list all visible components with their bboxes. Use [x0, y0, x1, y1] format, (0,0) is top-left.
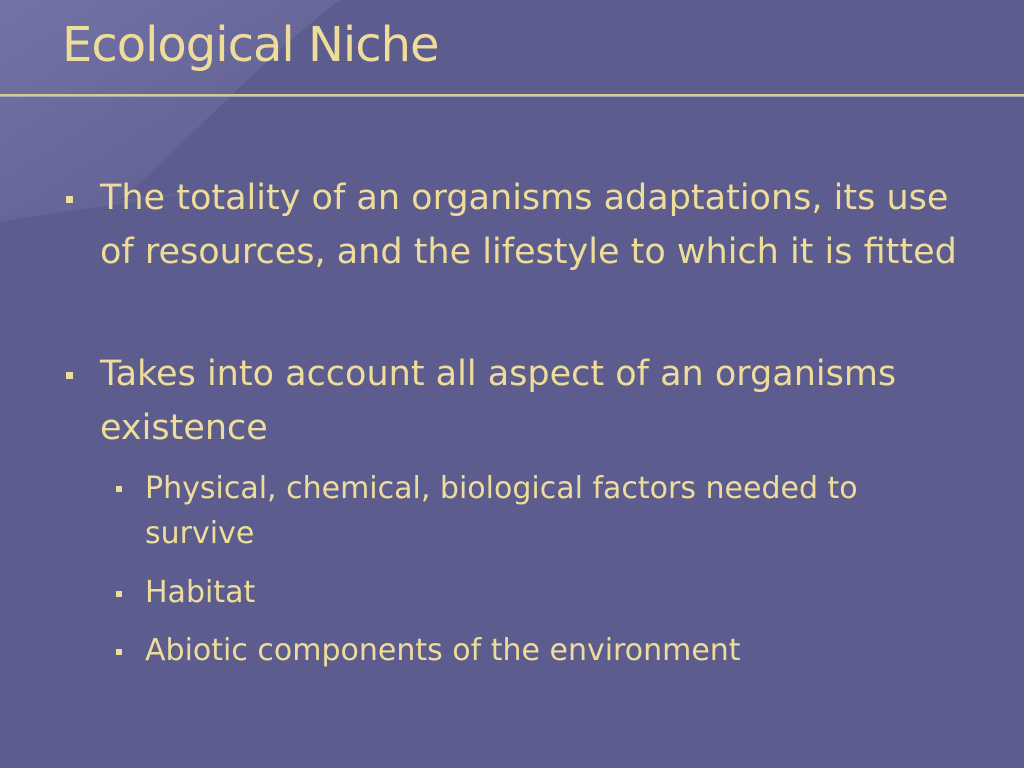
sub-bullet-item: Habitat — [145, 575, 256, 610]
sub-bullet-item: Physical, chemical, biological factors needed to survive — [145, 471, 858, 551]
square-bullet-icon — [116, 649, 122, 655]
title-divider — [0, 94, 1024, 100]
square-bullet-icon — [66, 372, 73, 379]
square-bullet-icon — [116, 486, 122, 492]
square-bullet-icon — [66, 196, 73, 203]
square-bullet-icon — [116, 591, 122, 597]
bullet-item: The totality of an organisms adaptations, its use of resources, and the lifestyle to which it is fitted — [100, 178, 957, 272]
sub-bullet-item: Abiotic components of the environment — [145, 633, 741, 668]
slide-title: Ecological Niche — [62, 17, 439, 73]
bullet-item: Takes into account all aspect of an organisms existence — [100, 354, 897, 448]
